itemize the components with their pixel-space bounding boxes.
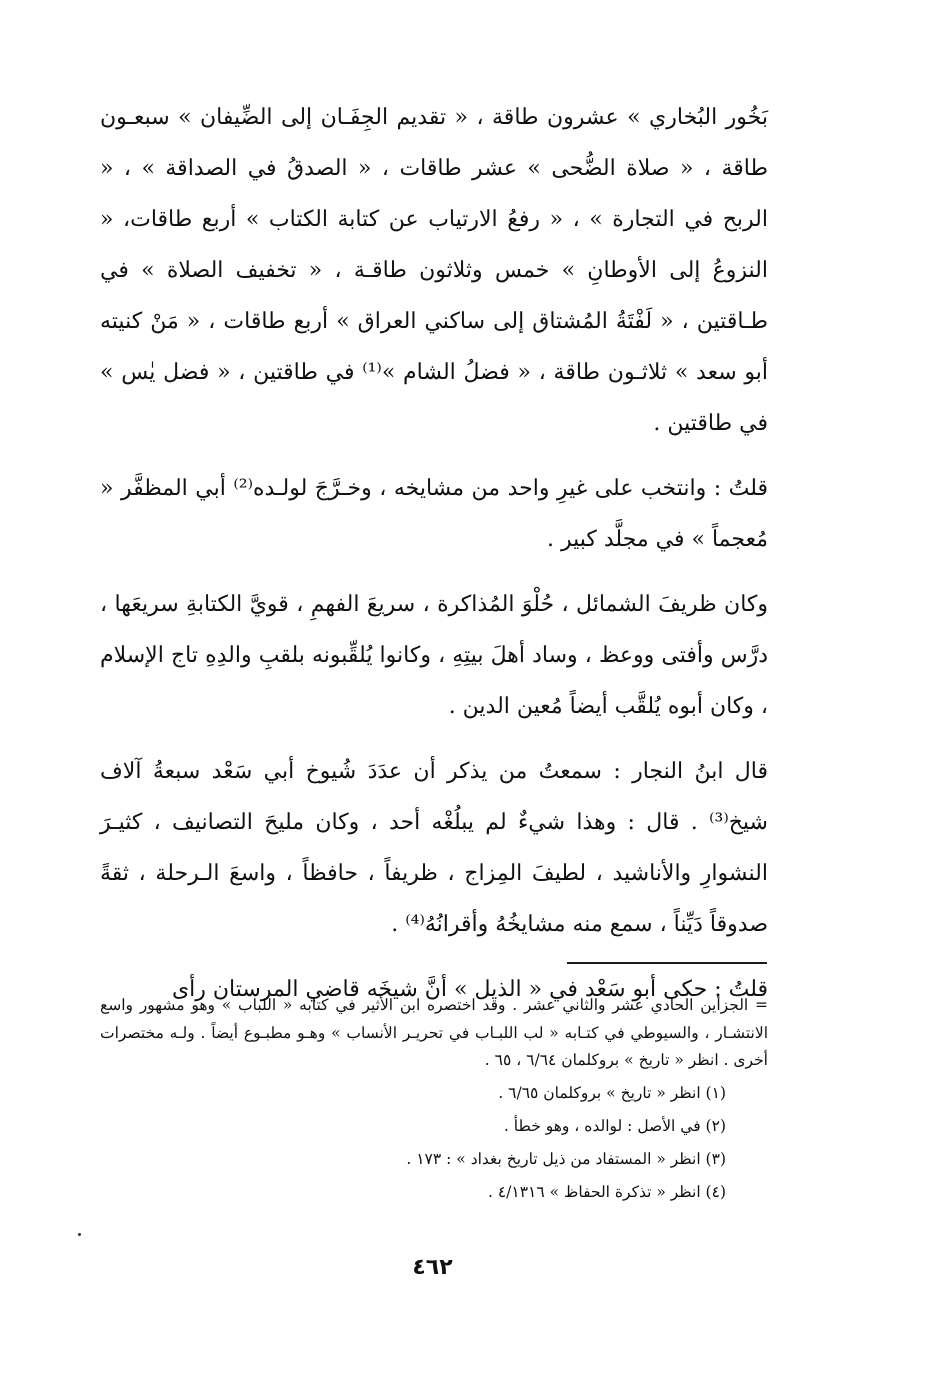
page-number: ٤٦٢	[412, 1255, 453, 1280]
main-text	[100, 92, 768, 1015]
footnote-continuation: = الجزأين الحادي عشر والثاني عشر . وقد اختصره ابن الأثير في كتابه « اللباب » وهو مشهور واسع الانتشـار ، والسيوطي في كتـابه « لب اللبـاب في تحريـر الأنساب » وهـو مطبـوع أيضاً . ولـه مختصرات أخرى . انظر « تاريخ » بروكلمان ٦/٦٤ ، ٦٥ .	[100, 996, 768, 1069]
paragraph: وكان ظريفَ الشمائل ، حُلْوَ المُذاكرة ، سريعَ الفهمِ ، قويَّ الكتابةِ سريعَها ، درَّس وأفتى ووعظ ، وساد أهلَ بيتِهِ ، وكانوا يُلقِّبونه بلقبِ والدِهِ تاج الإسلام ، وكان أبوه يُلقَّب أيضاً مُعين الدين .	[100, 592, 768, 719]
footnote-item: (٤) انظر « تذكرة الحفاظ » ٤/١٣١٦ .	[487, 1182, 726, 1201]
footnote-separator	[567, 962, 767, 964]
paragraph: بَخُور البُخاري » عشرون طاقة ، « تقديم الجِفَـان إلى الضِّيفان » سبعـون طاقة ، « صلاة الضُّحى » عشر طاقات ، « الصدقُ في الصداقة » ، « الربح في التجارة » ، « رفعُ الارتياب عن كتابة الكتاب » أربع طاقات، « النزوعُ إلى الأوطانِ » خمس وثلاثون طاقـة ، « تخفيف الصلاة » في طـاقتين ، « لَفْتَةُ المُشتاق إلى ساكني العراق » أربع طاقات ، « مَنْ كنيته أبو سعد » ثلاثـون طاقة ، « فضلُ الشام »⁽¹⁾ في طاقتين ، « فضل يٰس » في طاقتين .	[100, 105, 768, 436]
scan-speck	[78, 1233, 81, 1236]
paragraph: قلتُ : حكى أبو سَعْد في « الذيل » أنَّ شيخَه قاضي المرستان رأى	[171, 977, 768, 1002]
footnote-item: (٣) انظر « المستفاد من ذيل تاريخ بغداد » : ١٧٣ .	[406, 1149, 726, 1168]
footnote-item: (٢) في الأصل : لوالده ، وهو خطأ .	[503, 1116, 726, 1135]
paragraph: قلتُ : وانتخب على غيرِ واحد من مشايخه ، وخـرَّجَ لولـده⁽²⁾ أبي المظفَّر « مُعجماً » في مجلَّد كبير .	[100, 476, 769, 552]
paragraph: قال ابنُ النجار : سمعتُ من يذكر أن عدَدَ شُيوخ أبي سَعْد سبعةُ آلاف شيخ⁽³⁾ . قال : وهذا شيءٌ لم يبلُغْه أحد ، وكان مليحَ التصانيف ، كثيـرَ النشوارِ والأناشيد ، لطيفَ المِزاج ، ظريفاً ، حافظاً ، واسعَ الـرحلة ، ثقةً صدوقاً دَيِّناً ، سمع منه مشايخُهُ وأقرانُهُ⁽⁴⁾ .	[100, 759, 768, 937]
footnotes	[100, 992, 768, 1209]
footnote-item: (١) انظر « تاريخ » بروكلمان ٦/٦٥ .	[498, 1083, 726, 1102]
